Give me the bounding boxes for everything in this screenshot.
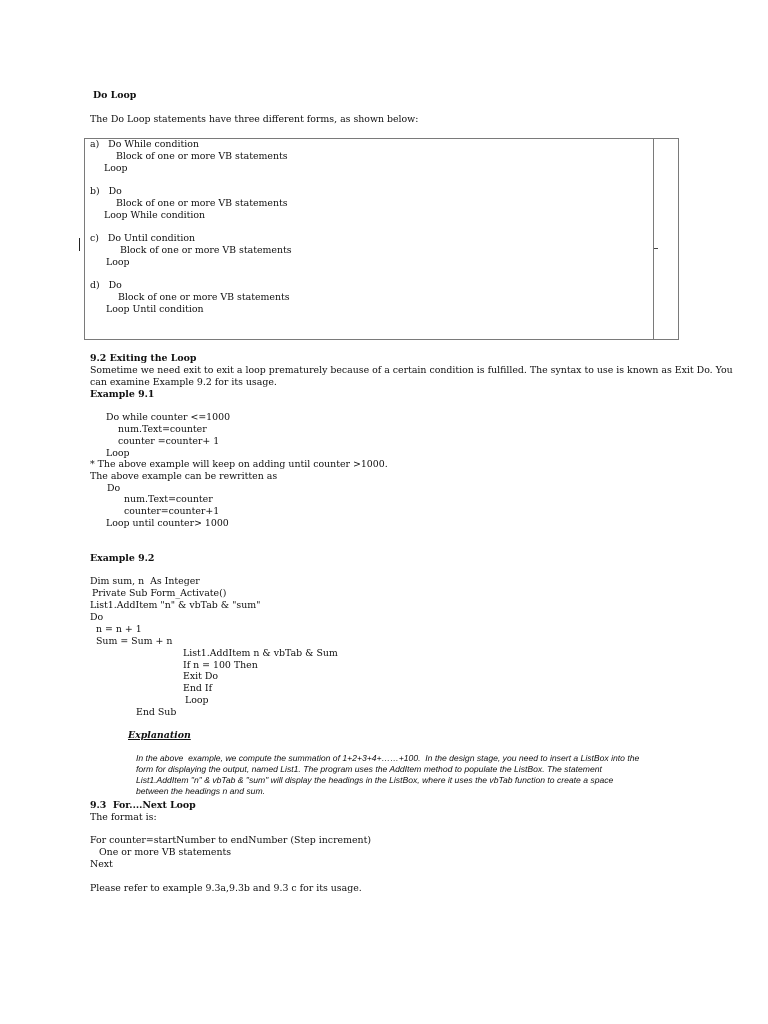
form-c-loop: Loop [106,257,130,268]
code-line: End If [183,683,213,694]
explanation-line: In the above example, we compute the summation of 1+2+3+4+……+100. In the design stage, you need to insert a ListBox into the [136,753,640,763]
forms-box-divider [653,139,654,339]
format-label: The format is: [90,812,157,823]
form-a-block: Block of one or more VB statements [116,151,288,162]
code-line: List1.AddItem "n" & vbTab & "sum" [90,600,261,611]
code-line: num.Text=counter [124,494,213,505]
note-line: * The above example will keep on adding until counter >1000. [90,459,388,470]
note-line: The above example can be rewritten as [90,471,278,482]
form-d-loop: Loop Until condition [106,304,204,315]
refer-line: Please refer to example 9.3a,9.3b and 9.3 c for its usage. [90,883,362,894]
code-line: counter =counter+ 1 [118,436,220,447]
section-9-2-para-1: Sometime we need exit to exit a loop prematurely because of a certain condition is fulfilled. The syntax to use is known as Exit Do. You [90,365,733,376]
form-b-block: Block of one or more VB statements [116,198,288,209]
code-line: List1.AddItem n & vbTab & Sum [183,648,338,659]
page-heading: Do Loop [93,90,137,101]
form-d-line: d) Do [90,280,122,291]
code-line: Loop [106,448,130,459]
form-c-line: c) Do Until condition [90,233,196,244]
code-line: If n = 100 Then [183,660,258,671]
section-9-3-title: 9.3 For....Next Loop [90,800,196,811]
form-c-block: Block of one or more VB statements [120,245,292,256]
code-line: Do [90,612,104,623]
code-line: n = n + 1 [96,624,142,635]
code-line: Next [90,859,113,870]
explanation-line: between the headings n and sum. [136,786,265,796]
code-line: Private Sub Form_Activate() [92,588,227,599]
code-line: Dim sum, n As Integer [90,576,200,587]
form-d-block: Block of one or more VB statements [118,292,290,303]
example-9-2-title: Example 9.2 [90,553,155,564]
code-line: End Sub [136,707,177,718]
code-line: Do while counter <=1000 [106,412,231,423]
code-line: Loop [185,695,209,706]
form-a-line: a) Do While condition [90,139,199,150]
code-line: For counter=startNumber to endNumber (Step increment) [90,835,371,846]
section-9-2-title: 9.2 Exiting the Loop [90,353,197,364]
code-line: counter=counter+1 [124,506,220,517]
code-line: One or more VB statements [99,847,232,858]
explanation-title: Explanation [128,730,191,741]
form-a-loop: Loop [104,163,128,174]
code-line: num.Text=counter [118,424,207,435]
margin-tick-mark [654,248,658,249]
example-9-1-title: Example 9.1 [90,389,155,400]
code-line: Loop until counter> 1000 [106,518,229,529]
code-line: Do [107,483,121,494]
form-b-line: b) Do [90,186,122,197]
text-cursor-mark [79,238,80,251]
explanation-line: List1.AddItem "n" & vbTab & "sum" will display the headings in the ListBox, where it uses the vbTab function to create a space [136,775,614,785]
form-b-loop: Loop While condition [104,210,206,221]
code-line: Sum = Sum + n [96,636,173,647]
intro-text: The Do Loop statements have three different forms, as shown below: [90,114,419,125]
section-9-2-para-2: can examine Example 9.2 for its usage. [90,377,277,388]
explanation-line: form for displaying the output, named List1. The program uses the AddItem method to populate the ListBox. The statement [136,764,602,774]
code-line: Exit Do [183,671,219,682]
